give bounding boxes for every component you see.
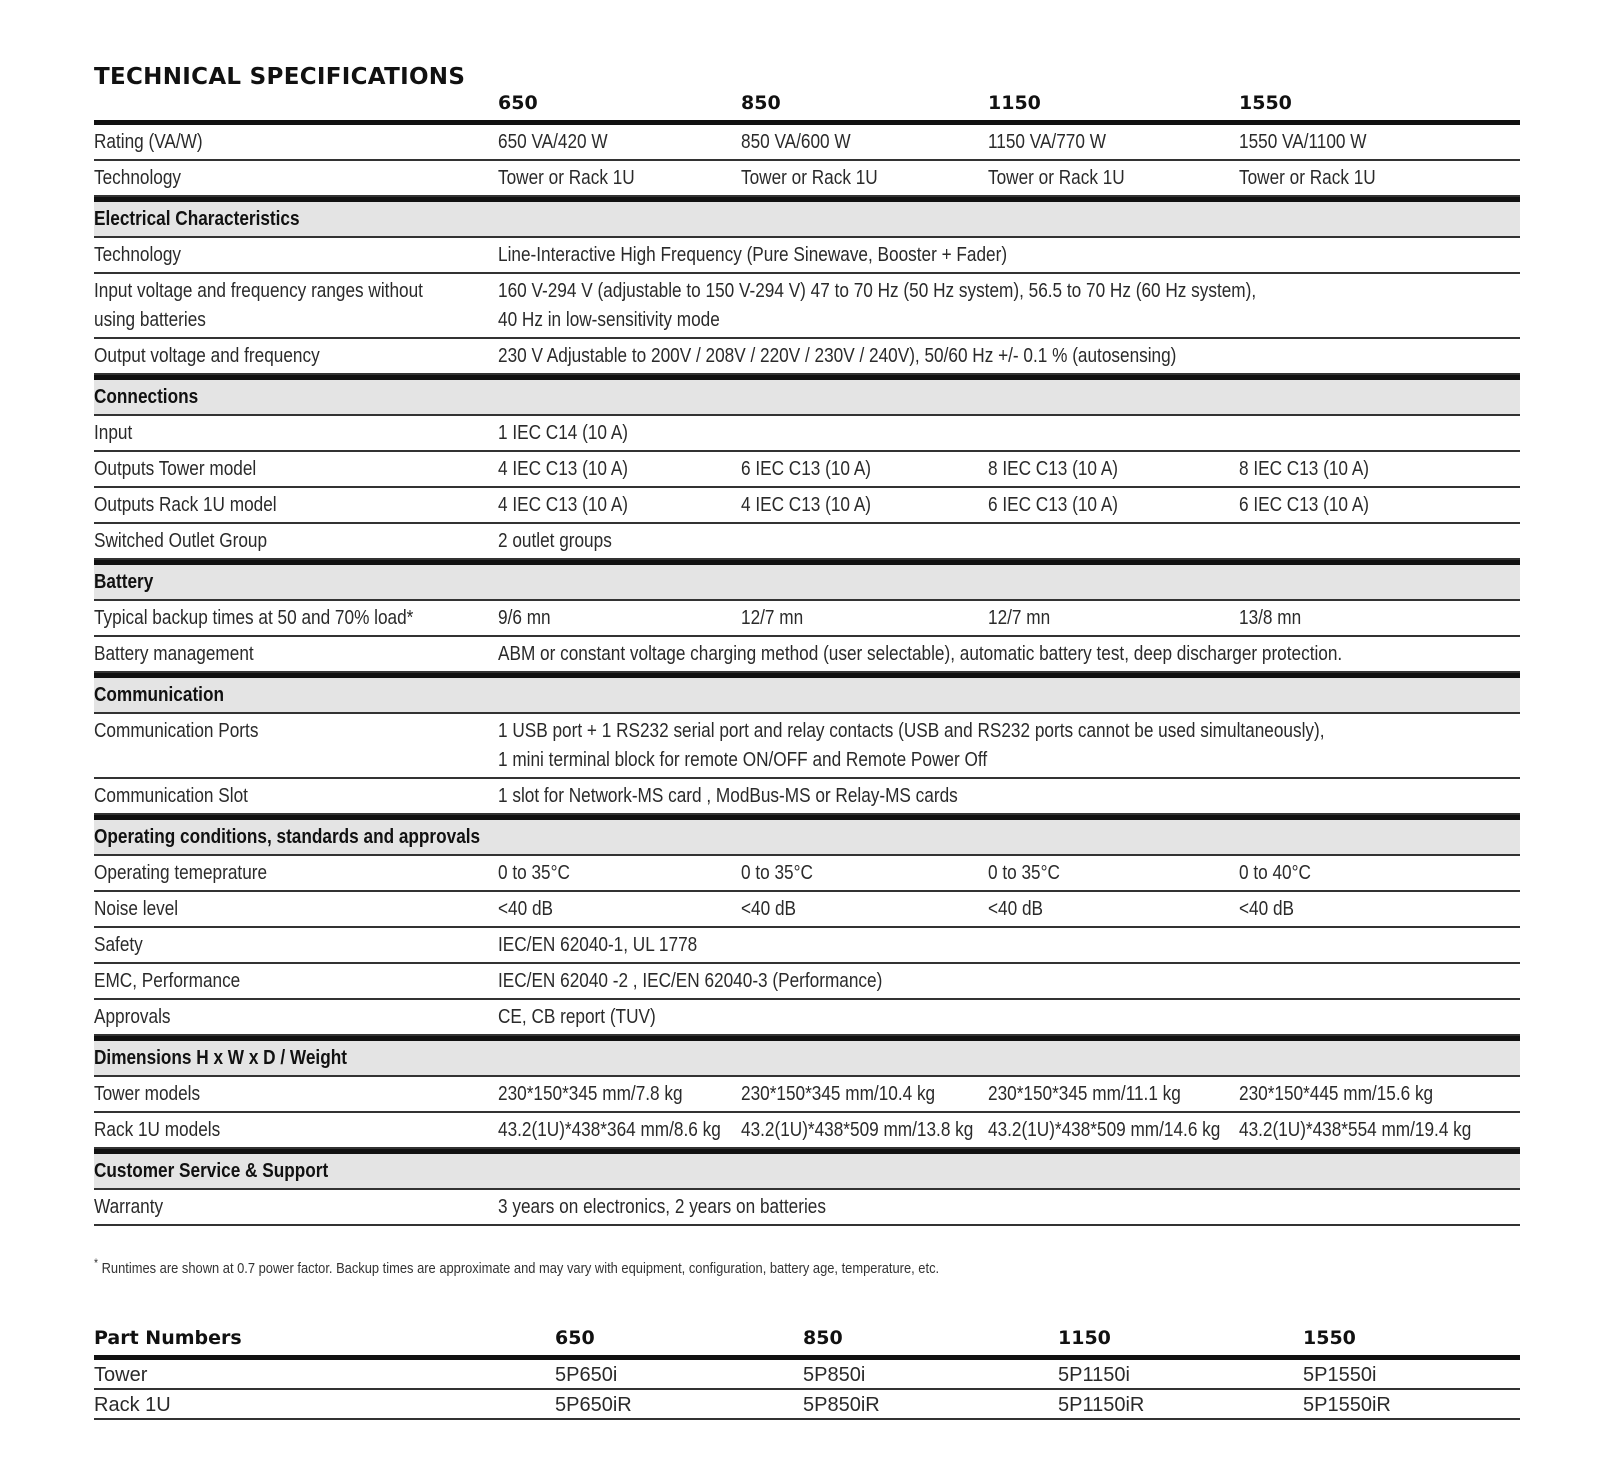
row-label: Outputs Tower model [94,458,257,480]
table-row [94,1355,1520,1390]
spec-value-line: 1 mini terminal block for remote ON/OFF and Remote Power Off [498,749,988,771]
section-header [94,197,1520,238]
spec-value: CE, CB report (TUV) [498,1006,656,1028]
model-header-row [94,92,1520,120]
row-label-line: using batteries [94,309,206,331]
part-number: 5P1550iR [1303,1394,1391,1416]
table-row [94,1000,1520,1036]
part-number: 5P850iR [803,1394,880,1416]
section-title: Operating conditions, standards and approvals [94,826,481,848]
spec-value: <40 dB [498,898,553,920]
model-header: 650 [555,1327,595,1349]
row-label: EMC, Performance [94,970,241,992]
part-numbers-title: Part Numbers [94,1327,242,1349]
table-row [94,161,1520,197]
row-label: Rack 1U [94,1394,171,1416]
spec-value: 1150 VA/770 W [988,131,1106,153]
table-row [94,892,1520,928]
section-header [94,815,1520,856]
section-header [94,375,1520,416]
spec-value: Line-Interactive High Frequency (Pure Sinewave, Booster + Fader) [498,244,1008,266]
row-label: Tower [94,1364,148,1386]
row-label: Switched Outlet Group [94,530,268,552]
row-label: Safety [94,934,143,956]
row-label: Communication Ports [94,720,259,742]
spec-value: 6 IEC C13 (10 A) [1239,494,1370,516]
spec-value: Tower or Rack 1U [988,167,1125,189]
spec-value: 8 IEC C13 (10 A) [1239,458,1370,480]
spec-value: 230 V Adjustable to 200V / 208V / 220V / 230V / 240V), 50/60 Hz +/- 0.1 % (autosensing) [498,345,1177,367]
section-header [94,1149,1520,1190]
spec-value: 230*150*345 mm/10.4 kg [741,1083,936,1105]
spec-value: IEC/EN 62040-1, UL 1778 [498,934,698,956]
spec-value: 0 to 35°C [988,862,1060,884]
row-label: Technology [94,244,182,266]
spec-value: 230*150*345 mm/7.8 kg [498,1083,683,1105]
section-header [94,560,1520,601]
table-row [94,637,1520,673]
spec-value: 8 IEC C13 (10 A) [988,458,1119,480]
spec-value: 2 outlet groups [498,530,612,552]
row-label: Rack 1U models [94,1119,221,1141]
spec-value: 3 years on electronics, 2 years on batteries [498,1196,826,1218]
spec-value: Tower or Rack 1U [741,167,878,189]
model-header: 650 [498,92,538,114]
footnote [94,1256,1320,1277]
footnote-mark: * [94,1256,99,1270]
row-label: Rating (VA/W) [94,131,203,153]
spec-value: 12/7 mn [741,607,804,629]
model-header: 1550 [1303,1327,1356,1349]
spec-value: 230*150*445 mm/15.6 kg [1239,1083,1434,1105]
row-label: Output voltage and frequency [94,345,320,367]
section-title: Electrical Characteristics [94,208,300,230]
spec-value [498,274,1520,337]
spec-value-line: 1 USB port + 1 RS232 serial port and relay contacts (USB and RS232 ports cannot be used simultaneously), [498,720,1325,742]
table-row [94,238,1520,274]
row-label-line: Input voltage and frequency ranges without [94,280,423,302]
row-label: Approvals [94,1006,171,1028]
table-row [94,714,1520,779]
row-label: Warranty [94,1196,164,1218]
spec-value: 0 to 35°C [741,862,813,884]
row-label: Noise level [94,898,179,920]
model-header: 1150 [1058,1327,1111,1349]
row-label: Typical backup times at 50 and 70% load* [94,607,414,629]
spec-value: 230*150*345 mm/11.1 kg [988,1083,1181,1105]
header-empty [94,92,498,120]
spec-value: 43.2(1U)*438*554 mm/19.4 kg [1239,1119,1472,1141]
table-row [94,1390,1520,1420]
part-numbers-header [94,1327,1520,1355]
spec-value: 12/7 mn [988,607,1051,629]
spec-table [94,120,1520,1226]
spec-value: 0 to 35°C [498,862,570,884]
spec-value: 1550 VA/1100 W [1239,131,1367,153]
model-header: 850 [741,92,781,114]
table-row [94,416,1520,452]
section-title: Customer Service & Support [94,1160,329,1182]
part-number: 5P650iR [555,1394,632,1416]
model-header: 1550 [1239,92,1292,114]
spec-value: ABM or constant voltage charging method (user selectable), automatic battery test, deep discharger protection. [498,643,1343,665]
spec-value: <40 dB [1239,898,1294,920]
spec-value: 4 IEC C13 (10 A) [498,494,629,516]
section-title: Battery [94,571,154,593]
row-label: Tower models [94,1083,201,1105]
row-label: Operating temeprature [94,862,268,884]
spec-value: Tower or Rack 1U [1239,167,1376,189]
table-row [94,452,1520,488]
part-number: 5P1150i [1058,1364,1130,1386]
page-title: TECHNICAL SPECIFICATIONS [94,64,466,90]
table-row [94,601,1520,637]
spec-value: Tower or Rack 1U [498,167,635,189]
spec-value: 4 IEC C13 (10 A) [498,458,629,480]
part-numbers-table [94,1327,1520,1420]
spec-value: 650 VA/420 W [498,131,608,153]
table-row [94,1190,1520,1226]
row-label: Communication Slot [94,785,248,807]
part-number: 5P650i [555,1364,618,1386]
table-row [94,339,1520,375]
spec-value: 850 VA/600 W [741,131,851,153]
spec-value-line: 40 Hz in low-sensitivity mode [498,309,720,331]
table-row [94,964,1520,1000]
spec-value: <40 dB [741,898,796,920]
row-label: Battery management [94,643,254,665]
spec-value: 0 to 40°C [1239,862,1311,884]
footnote-text: Runtimes are shown at 0.7 power factor. Backup times are approximate and may vary with equipment, configuration, battery age, temperature, etc. [101,1260,940,1277]
table-row [94,1077,1520,1113]
table-row [94,274,1520,339]
spec-value: 43.2(1U)*438*509 mm/13.8 kg [741,1119,974,1141]
table-row [94,1113,1520,1149]
spec-value: <40 dB [988,898,1043,920]
row-label: Technology [94,167,182,189]
model-header: 1150 [988,92,1041,114]
spec-value: IEC/EN 62040 -2 , IEC/EN 62040-3 (Performance) [498,970,883,992]
part-number: 5P1150iR [1058,1394,1145,1416]
spec-value: 1 IEC C14 (10 A) [498,422,629,444]
spec-value [498,714,1520,777]
table-row [94,120,1520,161]
section-header [94,1036,1520,1077]
row-label: Input [94,422,133,444]
spec-value: 6 IEC C13 (10 A) [741,458,872,480]
spec-value: 43.2(1U)*438*364 mm/8.6 kg [498,1119,721,1141]
row-label: Outputs Rack 1U model [94,494,277,516]
part-number: 5P1550i [1303,1364,1377,1386]
spec-value: 4 IEC C13 (10 A) [741,494,872,516]
section-title: Communication [94,684,224,706]
part-number: 5P850i [803,1364,866,1386]
row-label [94,274,498,337]
spec-value: 13/8 mn [1239,607,1302,629]
spec-value: 9/6 mn [498,607,551,629]
section-title: Connections [94,386,199,408]
section-title: Dimensions H x W x D / Weight [94,1047,347,1069]
table-row [94,488,1520,524]
spec-value-line: 160 V-294 V (adjustable to 150 V-294 V) 47 to 70 Hz (50 Hz system), 56.5 to 70 Hz (60 Hz system), [498,280,1257,302]
table-row [94,928,1520,964]
spec-value: 6 IEC C13 (10 A) [988,494,1119,516]
spec-value: 1 slot for Network-MS card , ModBus-MS or Relay-MS cards [498,785,958,807]
table-row [94,856,1520,892]
table-row [94,779,1520,815]
section-header [94,673,1520,714]
model-header: 850 [803,1327,843,1349]
spec-sheet [94,62,1520,1420]
spec-value: 43.2(1U)*438*509 mm/14.6 kg [988,1119,1221,1141]
table-row [94,524,1520,560]
